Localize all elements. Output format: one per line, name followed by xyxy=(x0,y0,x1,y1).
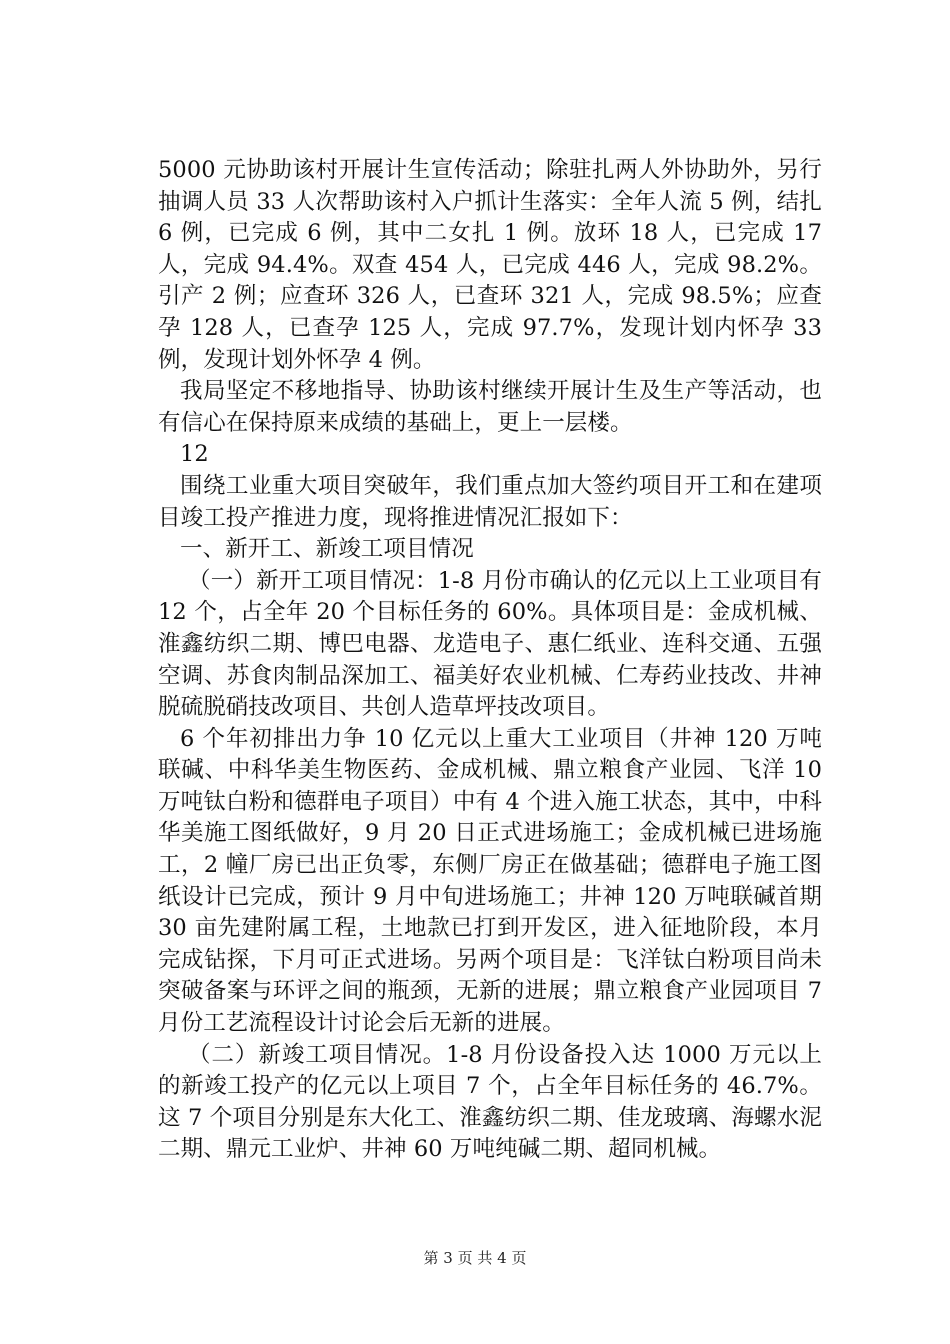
section-heading-new-projects: 一、新开工、新竣工项目情况 xyxy=(180,536,474,563)
page-footer: 第 3 页 共 4 页 xyxy=(423,1249,527,1267)
paragraph-commitment: 我局坚定不移地指导、协助该村继续开展计生及生产等活动，也有信心在保持原来成绩的基础上，更上一层楼。 xyxy=(158,378,822,436)
paragraph-report-intro: 围绕工业重大项目突破年，我们重点加大签约项目开工和在建项目竣工投产推进力度，现将推进情况汇报如下： xyxy=(158,472,822,531)
paragraph-family-planning-stats: 5000 元协助该村开展计生宣传活动；除驻扎两人外协助外，另行抽调人员 33 人次帮助该村入户抓计生落实：全年人流 5 例，结扎 6 例，已完成 6 例，其中二女扎 1 例。放环 18 人，已完成 17 人，完成 94.4%。双查 454 人，已完成 446 人，完成 98.2%。引产 2 例；应查环 326 人，已查环 321 人，完成 98.5%；应查孕 128 人，已查孕 125 人，完成 97.7%，发现计划内怀孕 33 例，发现计划外怀孕 4 例。 xyxy=(158,157,822,373)
document-body xyxy=(158,155,822,1166)
paragraph-new-start-projects: （一）新开工项目情况：1-8 月份市确认的亿元以上工业项目有 12 个，占全年 20 个目标任务的 60%。具体项目是：金成机械、淮鑫纺织二期、博巴电器、龙造电子、惠仁纸业、连科交通、五强空调、苏食肉制品深加工、福美好农业机械、仁寿药业技改、井神脱硫脱硝技改项目、共创人造草坪技改项目。 xyxy=(158,567,822,721)
paragraph-major-projects: 6 个年初排出力争 10 亿元以上重大工业项目（井神 120 万吨联碱、中科华美生物医药、金成机械、鼎立粮食产业园、飞洋 10 万吨钛白粉和德群电子项目）中有 4 个进入施工状态，其中，中科华美施工图纸做好，9 月 20 日正式进场施工；金成机械已进场施工，2 幢厂房已出正负零，东侧厂房正在做基础；德群电子施工图纸设计已完成，预计 9 月中旬进场施工；井神 120 万吨联碱首期 30 亩先建附属工程，土地款已打到开发区，进入征地阶段，本月完成钻探，下月可正式进场。另两个项目是：飞洋钛白粉项目尚未突破备案与环评之间的瓶颈，无新的进展；鼎立粮食产业园项目 7 月份工艺流程设计讨论会后无新的进展。 xyxy=(158,725,822,1037)
paragraph-completed-projects: （二）新竣工项目情况。1-8 月份设备投入达 1000 万元以上的新竣工投产的亿元以上项目 7 个，占全年目标任务的 46.7%。这 7 个项目分别是东大化工、淮鑫纺织二期、佳龙玻璃、海螺水泥二期、鼎元工业炉、井神 60 万吨纯碱二期、超同机械。 xyxy=(158,1041,822,1163)
paragraph-section-number: 12 xyxy=(180,441,209,468)
